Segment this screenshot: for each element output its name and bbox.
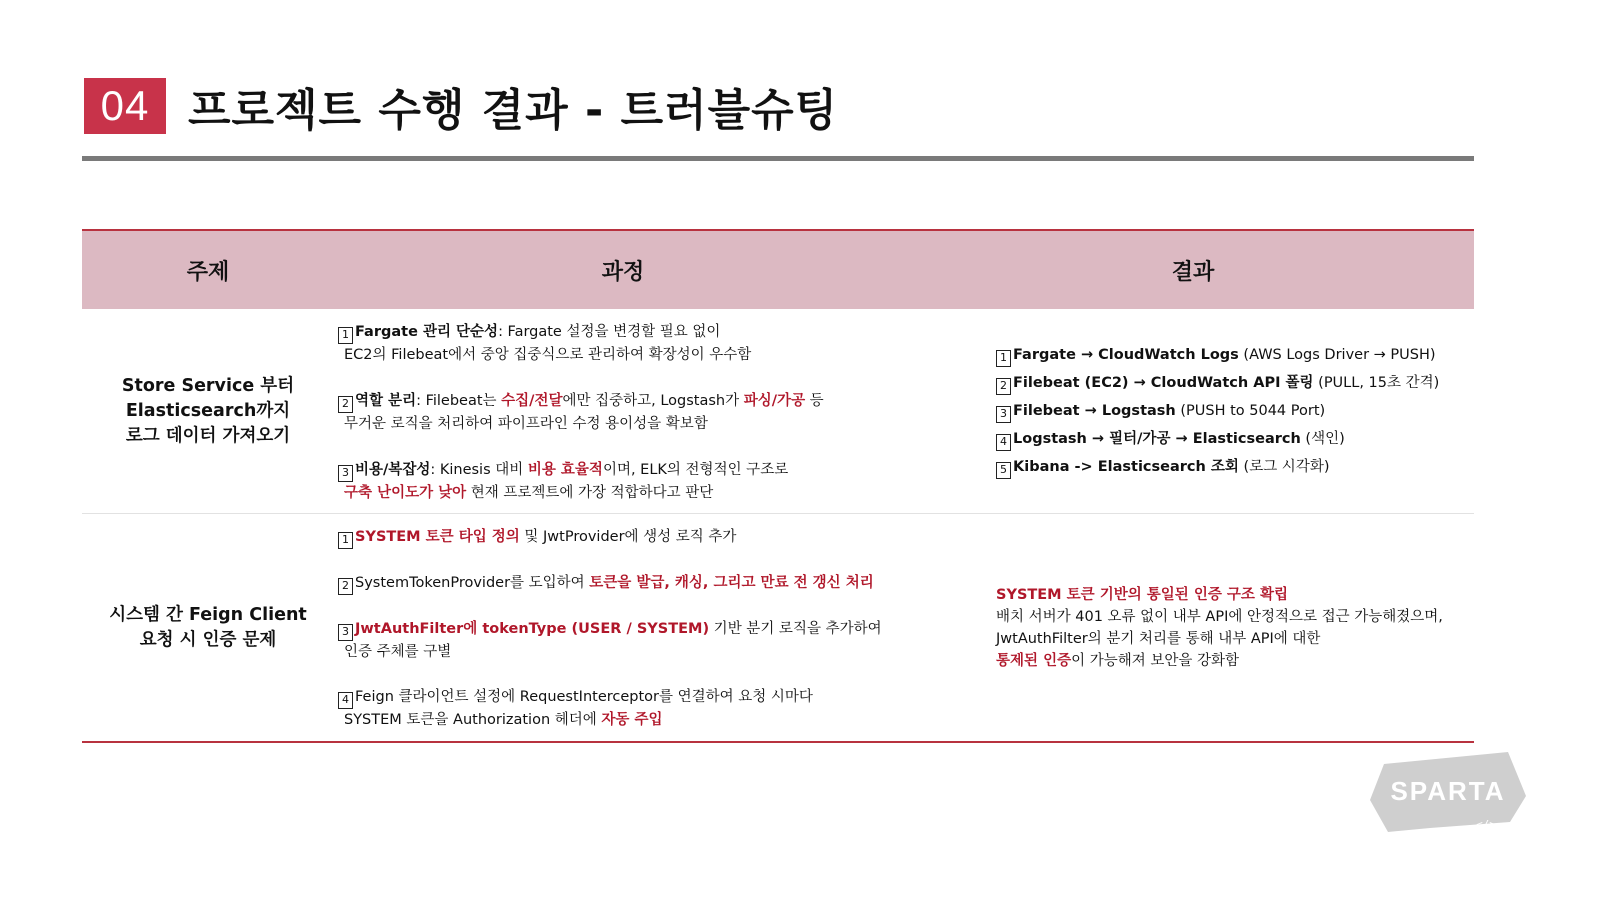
table-row	[82, 309, 1474, 514]
result-heading: Logstash → 필터/가공 → Elasticsearch	[1013, 431, 1301, 447]
result-title: SYSTEM 토큰 기반의 통일된 인증 구조 확립	[996, 586, 1288, 603]
result-text: (AWS Logs Driver → PUSH)	[1238, 347, 1436, 363]
highlight-text: 통제된 인증	[996, 652, 1072, 669]
highlight-text: 파싱/가공	[743, 393, 806, 409]
number-box: 2	[996, 378, 1011, 395]
result-text: (로그 시각화)	[1238, 459, 1330, 475]
item-text: SYSTEM 토큰을 Authorization 헤더에	[344, 712, 602, 728]
process-item	[334, 459, 912, 504]
topic-cell	[82, 309, 334, 513]
slide-header	[84, 78, 838, 134]
result-text: (색인)	[1300, 431, 1345, 447]
highlight-text: JwtAuthFilter에 tokenType (USER / SYSTEM)	[355, 621, 710, 637]
highlight-text: 토큰을 발급, 캐싱, 그리고 만료 전 갱신 처리	[589, 575, 874, 591]
result-item	[996, 397, 1439, 425]
result-cell	[912, 514, 1474, 741]
topic-line: Elasticsearch까지	[125, 400, 291, 421]
item-text: SystemTokenProvider를 도입하여	[355, 575, 590, 591]
process-cell	[334, 514, 912, 741]
result-list	[996, 341, 1439, 481]
highlight-text: 비용 효율적	[527, 462, 603, 478]
highlight-text: SYSTEM 토큰 타입 정의	[355, 529, 520, 545]
item-text: : Kinesis 대비	[430, 462, 528, 478]
result-text: 이 가능해져 보안을 강화함	[1071, 652, 1239, 669]
process-item	[334, 526, 912, 549]
result-text: (PUSH to 5044 Port)	[1175, 403, 1326, 419]
process-cell	[334, 309, 912, 513]
section-number-badge: 04	[84, 78, 166, 134]
table-row	[82, 514, 1474, 743]
troubleshooting-table	[82, 229, 1474, 743]
result-item	[996, 341, 1439, 369]
item-text: 이며, ELK의 전형적인 구조로	[602, 462, 789, 478]
number-box: 1	[338, 532, 353, 549]
table-header-row	[82, 229, 1474, 309]
result-summary	[996, 584, 1443, 672]
result-text: 배치 서버가 401 오류 없이 내부 API에 안정적으로 접근 가능해졌으며,	[996, 608, 1443, 625]
result-item	[996, 425, 1439, 453]
highlight-text: 자동 주입	[601, 712, 663, 728]
number-box: 1	[338, 327, 353, 344]
slide-title: 프로젝트 수행 결과 - 트러블슈팅	[188, 85, 839, 136]
column-header-process: 과정	[601, 259, 645, 285]
topic-line: 시스템 간 Feign Client	[109, 604, 307, 625]
topic-line: Store Service 부터	[121, 375, 295, 396]
topic-cell	[82, 514, 334, 741]
item-text: : Fargate 설정을 변경할 필요 없이	[498, 324, 721, 340]
process-item	[334, 321, 912, 366]
number-box: 3	[338, 624, 353, 641]
sparta-logo	[1370, 752, 1528, 834]
item-text: 등	[805, 393, 824, 409]
highlight-text: 수집/전달	[501, 393, 563, 409]
number-box: 5	[996, 462, 1011, 479]
item-text: 에만 집중하고, Logstash가	[562, 393, 744, 409]
result-heading: Kibana -> Elasticsearch 조회	[1013, 459, 1239, 475]
result-text: (PULL, 15초 간격)	[1313, 375, 1440, 391]
result-text: JwtAuthFilter의 분기 처리를 통해 내부 API에 대한	[996, 630, 1321, 647]
number-box: 2	[338, 396, 353, 413]
process-item	[334, 686, 912, 731]
item-text: 무거운 로직을 처리하여 파이프라인 수정 용이성을 확보함	[344, 416, 708, 432]
result-item	[996, 369, 1439, 397]
item-text: EC2의 Filebeat에서 중앙 집중식으로 관리하여 확장성이 우수함	[344, 347, 752, 363]
column-header-result: 결과	[1171, 259, 1215, 285]
item-text: 기반 분기 로직을 추가하여	[709, 621, 882, 637]
title-divider	[82, 156, 1474, 161]
logo-subtext: </>	[1476, 818, 1496, 831]
result-cell	[912, 309, 1474, 513]
item-heading: 비용/복잡성	[355, 462, 431, 478]
highlight-text: 구축 난이도가 낮아	[344, 485, 467, 501]
number-box: 4	[996, 434, 1011, 451]
number-box: 1	[996, 350, 1011, 367]
item-text: Feign 클라이언트 설정에 RequestInterceptor를 연결하여 요청 시마다	[355, 689, 813, 705]
number-box: 2	[338, 578, 353, 595]
number-box: 3	[996, 406, 1011, 423]
process-item	[334, 572, 912, 595]
column-header-topic: 주제	[186, 259, 230, 285]
logo-text: SPARTA	[1390, 776, 1506, 806]
process-item	[334, 390, 912, 435]
result-heading: Filebeat (EC2) → CloudWatch API 폴링	[1013, 375, 1314, 391]
result-heading: Filebeat → Logstash	[1013, 403, 1176, 419]
topic-line: 로그 데이터 가져오기	[125, 425, 291, 446]
result-item	[996, 453, 1439, 481]
item-text: 현재 프로젝트에 가장 적합하다고 판단	[466, 485, 714, 501]
item-text: 및 JwtProvider에 생성 로직 추가	[519, 529, 737, 545]
item-heading: Fargate 관리 단순성	[355, 324, 499, 340]
result-heading: Fargate → CloudWatch Logs	[1013, 347, 1239, 363]
number-box: 4	[338, 692, 353, 709]
topic-line: 요청 시 인증 문제	[139, 629, 277, 650]
item-heading: 역할 분리	[355, 393, 417, 409]
number-box: 3	[338, 465, 353, 482]
item-text: : Filebeat는	[416, 393, 502, 409]
item-text: 인증 주체를 구별	[344, 644, 452, 660]
process-item	[334, 618, 912, 663]
